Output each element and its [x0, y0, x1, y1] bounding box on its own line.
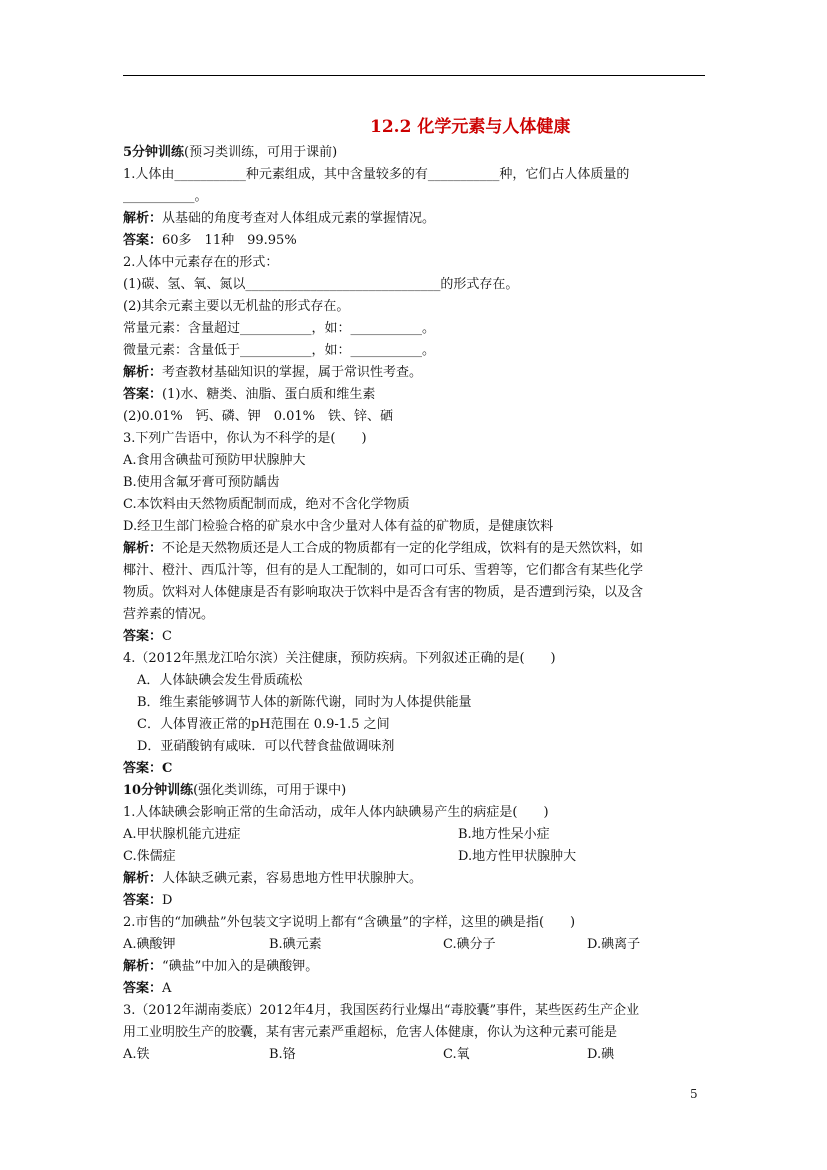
- option: B.碘元素: [269, 937, 322, 952]
- answer: 答案：D: [123, 893, 173, 908]
- option: A.食用含碘盐可预防甲状腺肿大: [123, 453, 306, 468]
- answer: 答案：C: [123, 761, 173, 776]
- option: C．人体胃液正常的pH范围在 0.9-1.5 之间: [137, 717, 390, 732]
- page-title: 12.2 化学元素与人体健康: [370, 117, 571, 137]
- answer: 答案：60多 11种 99.95%: [123, 233, 297, 248]
- option: D.碘离子: [587, 937, 641, 952]
- option: A．人体缺碘会发生骨质疏松: [137, 673, 303, 688]
- analysis: 解析：考查教材基础知识的掌握，属于常识性考查。: [123, 365, 423, 380]
- options-row: [123, 846, 723, 868]
- option: A.甲状腺机能亢进症: [123, 827, 241, 842]
- question-text: 微量元素：含量低于___________，如：___________。: [123, 343, 436, 358]
- option: C.碘分子: [443, 937, 496, 952]
- analysis: 解析：人体缺乏碘元素，容易患地方性甲状腺肿大。: [123, 871, 423, 886]
- section-heading-5min: 5分钟训练(预习类训练，可用于课前): [123, 145, 338, 160]
- analysis-continued: 营养素的情况。: [123, 607, 215, 622]
- options-row: [123, 824, 723, 846]
- option: B．维生素能够调节人体的新陈代谢，同时为人体提供能量: [137, 695, 472, 710]
- question-text: 1.人体由___________种元素组成，其中含量较多的有___________种，它们占人体质量的: [123, 167, 630, 182]
- question-text: 3.下列广告语中，你认为不科学的是( ): [123, 431, 367, 446]
- answer: 答案：C: [123, 629, 172, 644]
- option: B.铬: [269, 1047, 296, 1062]
- option: C.氧: [443, 1047, 470, 1062]
- analysis: 解析：“碘盐”中加入的是碘酸钾。: [123, 959, 319, 974]
- options-row: [123, 934, 723, 956]
- option: B.使用含氟牙膏可预防龋齿: [123, 475, 280, 490]
- question-text: 4.（2012年黑龙江哈尔滨）关注健康，预防疾病。下列叙述正确的是( ): [123, 651, 556, 666]
- question-text: 2.市售的“加碘盐”外包装文字说明上都有“含碘量”的字样，这里的碘是指( ): [123, 915, 576, 930]
- document-body: [123, 142, 723, 1066]
- option: A.铁: [123, 1047, 150, 1062]
- section-heading-10min: 10分钟训练(强化类训练，可用于课中): [123, 783, 347, 798]
- answer-continued: (2)0.01% 钙、磷、钾 0.01% 铁、锌、硒: [123, 409, 394, 424]
- option: D.地方性甲状腺肿大: [458, 849, 577, 864]
- question-text: 常量元素：含量超过___________，如：___________。: [123, 321, 436, 336]
- question-text: (1)碳、氢、氧、氮以______________________________的形式存在。: [123, 277, 519, 292]
- option: D.经卫生部门检验合格的矿泉水中含少量对人体有益的矿物质，是健康饮料: [123, 519, 554, 534]
- answer: 答案：A: [123, 981, 172, 996]
- analysis: 解析：不论是天然物质还是人工合成的物质都有一定的化学组成，饮料有的是天然饮料，如: [123, 541, 644, 556]
- question-text: 用工业明胶生产的胶囊，某有害元素严重超标，危害人体健康，你认为这种元素可能是: [123, 1025, 618, 1040]
- answer: 答案：(1)水、糖类、油脂、蛋白质和维生素: [123, 387, 376, 402]
- question-text: ___________。: [123, 189, 208, 204]
- option: C.本饮料由天然物质配制而成，绝对不含化学物质: [123, 497, 410, 512]
- analysis: 解析：从基础的角度考查对人体组成元素的掌握情况。: [123, 211, 436, 226]
- header-rule: [123, 75, 705, 76]
- question-text: 3.（2012年湖南娄底）2012年4月，我国医药行业爆出“毒胶囊”事件，某些医药生产企业: [123, 1003, 640, 1018]
- question-text: 1.人体缺碘会影响正常的生命活动，成年人体内缺碘易产生的病症是( ): [123, 805, 549, 820]
- question-text: (2)其余元素主要以无机盐的形式存在。: [123, 299, 350, 314]
- option: D.碘: [587, 1047, 615, 1062]
- option: A.碘酸钾: [123, 937, 176, 952]
- option: D．亚硝酸钠有咸味．可以代替食盐做调味剂: [137, 739, 395, 754]
- option: B.地方性呆小症: [458, 827, 550, 842]
- analysis-continued: 物质。饮料对人体健康是否有影响取决于饮料中是否含有害的物质，是否遭到污染，以及含: [123, 585, 644, 600]
- option: C.侏儒症: [123, 849, 176, 864]
- question-text: 2.人体中元素存在的形式：: [123, 255, 279, 270]
- page-number: 5: [690, 1087, 698, 1101]
- analysis-continued: 椰汁、橙汁、西瓜汁等，但有的是人工配制的，如可口可乐、雪碧等，它们都含有某些化学: [123, 563, 644, 578]
- options-row: [123, 1044, 723, 1066]
